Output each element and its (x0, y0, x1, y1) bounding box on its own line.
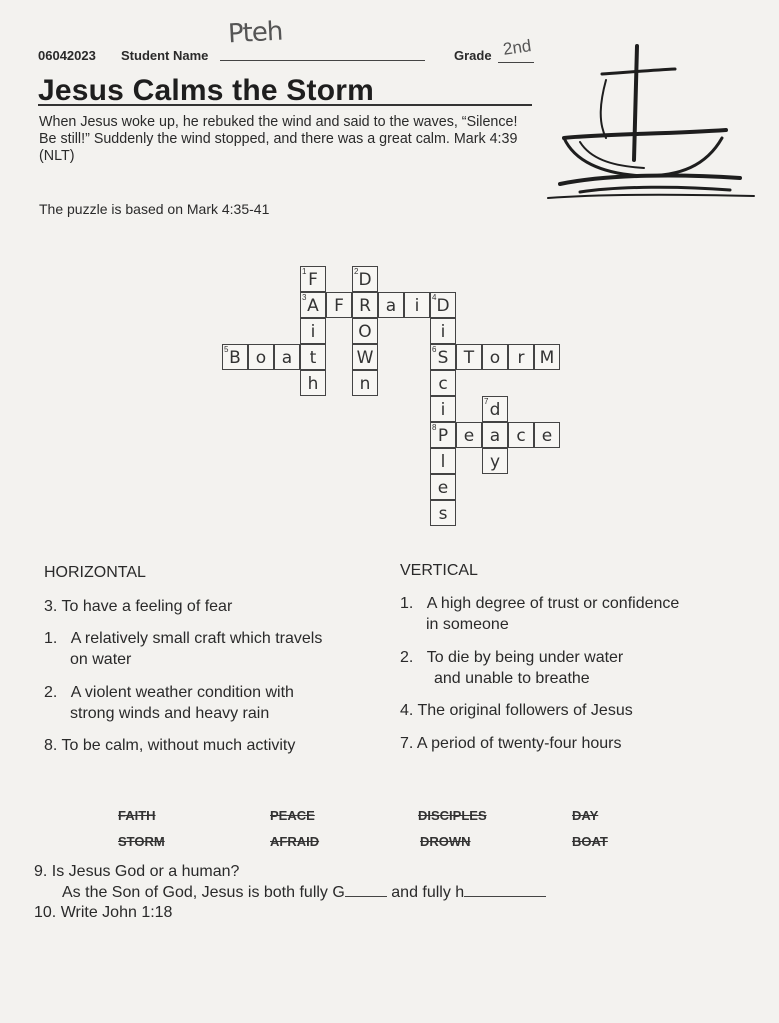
cell-letter: a (385, 296, 397, 316)
question-9-answer: As the Son of God, Jesus is both fully G and fully h (62, 884, 546, 902)
cell-letter: r (517, 348, 525, 368)
clue-v2: 2. To die by being under water and unable to breathe (400, 649, 624, 687)
grade-value[interactable]: 2nd (501, 36, 533, 59)
cell-letter: D (436, 296, 450, 316)
crossword-cell[interactable] (222, 344, 248, 370)
cell-letter: i (310, 322, 316, 342)
cell-letter: d (489, 400, 501, 420)
cell-letter: A (307, 296, 319, 316)
word-bank-item: DROWN (420, 834, 471, 849)
crossword-cell[interactable] (508, 344, 534, 370)
student-name-line (220, 60, 425, 61)
student-name-value[interactable]: Pteh (227, 16, 284, 50)
crossword-cell[interactable] (456, 422, 482, 448)
cell-letter: l (440, 452, 446, 472)
crossword-cell[interactable] (248, 344, 274, 370)
cell-letter: a (489, 426, 501, 446)
question-10: 10. Write John 1:18 (34, 904, 173, 921)
crossword-cell[interactable] (300, 266, 326, 292)
word-bank-item: BOAT (572, 834, 608, 849)
word-bank-item: DAY (572, 808, 599, 823)
clue-v4: 4. The original followers of Jesus (400, 702, 633, 719)
cell-letter: M (539, 348, 555, 368)
crossword-cell[interactable] (352, 318, 378, 344)
cell-letter: t (309, 348, 317, 368)
cell-letter: h (307, 374, 319, 394)
cell-letter: T (463, 348, 475, 368)
crossword-cell[interactable] (274, 344, 300, 370)
crossword-cell[interactable] (508, 422, 534, 448)
cell-letter: o (489, 348, 501, 368)
crossword-cell[interactable] (352, 266, 378, 292)
question-9: 9. Is Jesus God or a human? (34, 863, 240, 880)
crossword-cell[interactable] (482, 448, 508, 474)
cell-letter: e (437, 478, 449, 498)
crossword-cell[interactable] (430, 292, 456, 318)
cell-number: 2 (354, 267, 359, 276)
crossword-cell[interactable] (430, 474, 456, 500)
grade-line (498, 62, 534, 63)
cell-letter: i (414, 296, 420, 316)
vertical-heading: VERTICAL (400, 562, 478, 579)
crossword-cell[interactable] (482, 396, 508, 422)
crossword-cell[interactable] (430, 500, 456, 526)
puzzle-source: The puzzle is based on Mark 4:35-41 (39, 201, 270, 217)
cell-letter: y (489, 452, 501, 472)
crossword-cell[interactable] (352, 292, 378, 318)
crossword-cell[interactable] (430, 344, 456, 370)
clue-h1: 1. A relatively small craft which travels on water (44, 630, 323, 668)
title-underline (38, 104, 532, 106)
crossword-cell[interactable] (326, 292, 352, 318)
crossword-cell[interactable] (300, 318, 326, 344)
word-bank-item: PEACE (270, 808, 315, 823)
cell-letter: O (358, 322, 372, 342)
cell-number: 7 (484, 397, 489, 406)
crossword-cell[interactable] (352, 344, 378, 370)
cell-number: 6 (432, 345, 437, 354)
bible-verse: When Jesus woke up, he rebuked the wind and said to the waves, “Silence! Be still!” Suddenly the wind stopped, and there was a great calm. Mark 4:39 (NLT) (39, 114, 518, 164)
crossword-cell[interactable] (534, 422, 560, 448)
cell-letter: o (255, 348, 267, 368)
crossword-cell[interactable] (378, 292, 404, 318)
cell-letter: i (440, 322, 446, 342)
clue-v1: 1. A high degree of trust or confidence in someone (400, 595, 680, 633)
word-bank-item: DISCIPLES (418, 808, 487, 823)
grade-label: Grade (454, 48, 492, 63)
cell-letter: s (438, 504, 448, 524)
cell-letter: n (359, 374, 371, 394)
cell-letter: S (437, 348, 449, 368)
cell-number: 3 (302, 293, 307, 302)
cell-letter: P (437, 426, 449, 446)
crossword-cell[interactable] (430, 370, 456, 396)
crossword-cell[interactable] (430, 396, 456, 422)
crossword-cell[interactable] (482, 344, 508, 370)
cell-letter: D (358, 270, 372, 290)
cell-letter: c (438, 374, 448, 394)
boat-cross-icon (540, 42, 760, 202)
crossword-cell[interactable] (430, 422, 456, 448)
cell-letter: a (281, 348, 293, 368)
crossword-cell[interactable] (300, 344, 326, 370)
page-title: Jesus Calms the Storm (38, 74, 374, 107)
crossword-cell[interactable] (456, 344, 482, 370)
crossword-cell[interactable] (352, 370, 378, 396)
word-bank-item: STORM (118, 834, 165, 849)
cell-letter: c (516, 426, 526, 446)
answer-blank-h[interactable] (464, 896, 546, 897)
cell-number: 1 (302, 267, 307, 276)
cell-letter: R (359, 296, 371, 316)
cell-letter: W (356, 348, 374, 368)
crossword-cell[interactable] (430, 318, 456, 344)
cell-letter: i (440, 400, 446, 420)
crossword-cell[interactable] (300, 370, 326, 396)
crossword-cell[interactable] (482, 422, 508, 448)
cell-number: 8 (432, 423, 437, 432)
clue-h3: 3. To have a feeling of fear (44, 598, 233, 615)
answer-blank-g[interactable] (345, 896, 387, 897)
crossword-cell[interactable] (430, 448, 456, 474)
student-name-label: Student Name (121, 48, 209, 63)
cell-letter: e (541, 426, 553, 446)
cell-letter: F (308, 270, 318, 290)
word-bank-item: FAITH (118, 808, 156, 823)
cell-letter: B (229, 348, 241, 368)
cell-number: 4 (432, 293, 437, 302)
cell-letter: e (463, 426, 475, 446)
cell-letter: F (334, 296, 344, 316)
crossword-cell[interactable] (404, 292, 430, 318)
worksheet-code: 06042023 (38, 48, 96, 63)
cell-number: 5 (224, 345, 229, 354)
clue-v7: 7. A period of twenty-four hours (400, 735, 622, 752)
word-bank-item: AFRAID (270, 834, 320, 849)
crossword-cell[interactable] (300, 292, 326, 318)
clue-h2: 2. A violent weather condition with strong winds and heavy rain (44, 684, 294, 722)
clue-h8: 8. To be calm, without much activity (44, 737, 296, 754)
crossword-cell[interactable] (534, 344, 560, 370)
horizontal-heading: HORIZONTAL (44, 564, 146, 581)
